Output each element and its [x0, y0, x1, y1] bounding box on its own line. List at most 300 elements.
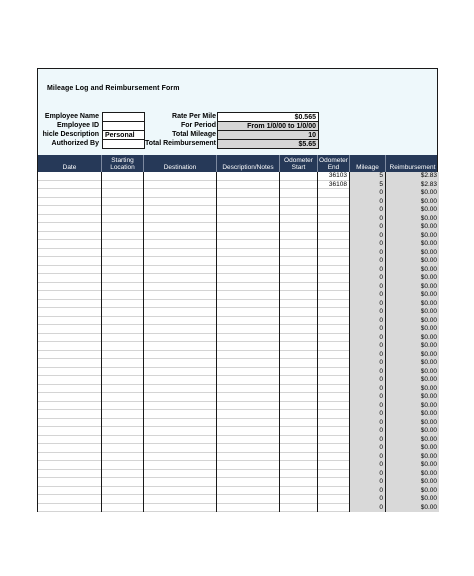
cell-description[interactable]: [217, 240, 280, 249]
cell-reimbursement[interactable]: $0.00: [386, 444, 439, 453]
cell-mileage[interactable]: 0: [350, 478, 386, 487]
cell-description[interactable]: [217, 291, 280, 300]
cell-odometer-start[interactable]: [280, 266, 318, 275]
cell-mileage[interactable]: 0: [350, 189, 386, 198]
cell-odometer-start[interactable]: [280, 487, 318, 496]
cell-description[interactable]: [217, 266, 280, 275]
cell-reimbursement[interactable]: $0.00: [386, 376, 439, 385]
col-reimbursement-header[interactable]: Reimbursement: [389, 164, 436, 171]
cell-odometer-end[interactable]: [318, 215, 350, 224]
cell-odometer-start[interactable]: [280, 419, 318, 428]
cell-reimbursement[interactable]: $0.00: [386, 223, 439, 232]
cell-reimbursement[interactable]: $0.00: [386, 317, 439, 326]
cell-destination[interactable]: [144, 410, 217, 419]
cell-odometer-end[interactable]: [318, 317, 350, 326]
cell-description[interactable]: [217, 274, 280, 283]
cell-reimbursement[interactable]: $0.00: [386, 351, 439, 360]
cell-destination[interactable]: [144, 487, 217, 496]
cell-destination[interactable]: [144, 198, 217, 207]
cell-reimbursement[interactable]: $0.00: [386, 495, 439, 504]
cell-mileage[interactable]: 0: [350, 291, 386, 300]
cell-description[interactable]: [217, 461, 280, 470]
cell-description[interactable]: [217, 359, 280, 368]
cell-description[interactable]: [217, 410, 280, 419]
cell-starting-location[interactable]: [102, 436, 144, 445]
cell-mileage[interactable]: 0: [350, 206, 386, 215]
cell-date[interactable]: [38, 257, 102, 266]
cell-description[interactable]: [217, 351, 280, 360]
cell-destination[interactable]: [144, 181, 217, 190]
cell-odometer-end[interactable]: [318, 461, 350, 470]
cell-mileage[interactable]: 0: [350, 274, 386, 283]
cell-destination[interactable]: [144, 444, 217, 453]
cell-mileage[interactable]: 0: [350, 436, 386, 445]
cell-odometer-start[interactable]: [280, 317, 318, 326]
cell-reimbursement[interactable]: $2.83: [386, 181, 439, 190]
cell-date[interactable]: [38, 359, 102, 368]
cell-reimbursement[interactable]: $0.00: [386, 393, 439, 402]
cell-destination[interactable]: [144, 223, 217, 232]
cell-description[interactable]: [217, 427, 280, 436]
cell-odometer-start[interactable]: [280, 240, 318, 249]
cell-mileage[interactable]: 0: [350, 215, 386, 224]
cell-date[interactable]: [38, 351, 102, 360]
cell-odometer-start[interactable]: [280, 172, 318, 181]
cell-destination[interactable]: [144, 249, 217, 258]
cell-mileage[interactable]: 0: [350, 359, 386, 368]
cell-date[interactable]: [38, 334, 102, 343]
cell-odometer-end[interactable]: [318, 300, 350, 309]
cell-date[interactable]: [38, 198, 102, 207]
cell-odometer-end[interactable]: [318, 427, 350, 436]
cell-description[interactable]: [217, 257, 280, 266]
cell-starting-location[interactable]: [102, 249, 144, 258]
cell-odometer-start[interactable]: [280, 291, 318, 300]
cell-odometer-start[interactable]: [280, 215, 318, 224]
cell-date[interactable]: [38, 495, 102, 504]
col-date-header[interactable]: Date: [38, 155, 102, 172]
cell-starting-location[interactable]: [102, 257, 144, 266]
cell-date[interactable]: [38, 419, 102, 428]
cell-starting-location[interactable]: [102, 342, 144, 351]
cell-date[interactable]: [38, 223, 102, 232]
cell-starting-location[interactable]: [102, 495, 144, 504]
cell-date[interactable]: [38, 181, 102, 190]
cell-description[interactable]: [217, 495, 280, 504]
cell-destination[interactable]: [144, 478, 217, 487]
cell-destination[interactable]: [144, 427, 217, 436]
vehicle-description-field[interactable]: Personal: [102, 130, 145, 140]
cell-starting-location[interactable]: [102, 232, 144, 241]
cell-mileage[interactable]: 0: [350, 504, 386, 513]
cell-destination[interactable]: [144, 291, 217, 300]
cell-destination[interactable]: [144, 240, 217, 249]
cell-mileage[interactable]: 0: [350, 453, 386, 462]
cell-odometer-end[interactable]: [318, 410, 350, 419]
cell-odometer-start[interactable]: [280, 325, 318, 334]
cell-mileage[interactable]: 0: [350, 368, 386, 377]
cell-date[interactable]: [38, 215, 102, 224]
cell-description[interactable]: [217, 206, 280, 215]
cell-odometer-end[interactable]: [318, 291, 350, 300]
cell-reimbursement[interactable]: $0.00: [386, 359, 439, 368]
col-odometer-start-header[interactable]: Odometer Start: [280, 155, 318, 172]
cell-reimbursement[interactable]: $0.00: [386, 461, 439, 470]
cell-destination[interactable]: [144, 215, 217, 224]
cell-date[interactable]: [38, 436, 102, 445]
cell-odometer-start[interactable]: [280, 334, 318, 343]
cell-starting-location[interactable]: [102, 300, 144, 309]
cell-date[interactable]: [38, 308, 102, 317]
cell-odometer-start[interactable]: [280, 444, 318, 453]
cell-destination[interactable]: [144, 342, 217, 351]
cell-description[interactable]: [217, 419, 280, 428]
cell-starting-location[interactable]: [102, 470, 144, 479]
cell-reimbursement[interactable]: $0.00: [386, 478, 439, 487]
rate-per-mile-field[interactable]: $0.565: [217, 112, 319, 122]
cell-description[interactable]: [217, 393, 280, 402]
cell-odometer-start[interactable]: [280, 198, 318, 207]
cell-odometer-start[interactable]: [280, 249, 318, 258]
cell-reimbursement[interactable]: $0.00: [386, 470, 439, 479]
col-description-header[interactable]: Description/Notes: [217, 155, 280, 172]
cell-odometer-start[interactable]: [280, 376, 318, 385]
cell-date[interactable]: [38, 342, 102, 351]
cell-odometer-end[interactable]: [318, 495, 350, 504]
cell-date[interactable]: [38, 470, 102, 479]
cell-odometer-end[interactable]: [318, 351, 350, 360]
cell-date[interactable]: [38, 274, 102, 283]
cell-odometer-start[interactable]: [280, 232, 318, 241]
cell-reimbursement[interactable]: $0.00: [386, 266, 439, 275]
cell-reimbursement[interactable]: $0.00: [386, 300, 439, 309]
authorized-by-field[interactable]: [102, 139, 145, 149]
cell-odometer-start[interactable]: [280, 257, 318, 266]
cell-date[interactable]: [38, 232, 102, 241]
cell-description[interactable]: [217, 317, 280, 326]
cell-date[interactable]: [38, 504, 102, 513]
cell-destination[interactable]: [144, 385, 217, 394]
cell-odometer-end[interactable]: [318, 283, 350, 292]
cell-reimbursement[interactable]: $0.00: [386, 291, 439, 300]
cell-description[interactable]: [217, 453, 280, 462]
cell-mileage[interactable]: 0: [350, 240, 386, 249]
cell-description[interactable]: [217, 478, 280, 487]
cell-description[interactable]: [217, 334, 280, 343]
cell-reimbursement[interactable]: $0.00: [386, 436, 439, 445]
cell-starting-location[interactable]: [102, 291, 144, 300]
cell-date[interactable]: [38, 291, 102, 300]
cell-starting-location[interactable]: [102, 461, 144, 470]
cell-odometer-end[interactable]: [318, 504, 350, 513]
cell-starting-location[interactable]: [102, 266, 144, 275]
cell-description[interactable]: [217, 300, 280, 309]
cell-starting-location[interactable]: [102, 453, 144, 462]
col-mileage-header[interactable]: Mileage: [350, 155, 386, 172]
cell-destination[interactable]: [144, 317, 217, 326]
cell-reimbursement[interactable]: $0.00: [386, 274, 439, 283]
cell-reimbursement[interactable]: $0.00: [386, 368, 439, 377]
col-destination-header[interactable]: Destination: [144, 155, 217, 172]
cell-reimbursement[interactable]: $0.00: [386, 257, 439, 266]
cell-description[interactable]: [217, 215, 280, 224]
cell-starting-location[interactable]: [102, 172, 144, 181]
cell-odometer-start[interactable]: [280, 189, 318, 198]
cell-mileage[interactable]: 0: [350, 325, 386, 334]
cell-odometer-start[interactable]: [280, 410, 318, 419]
cell-starting-location[interactable]: [102, 402, 144, 411]
cell-mileage[interactable]: 0: [350, 249, 386, 258]
cell-starting-location[interactable]: [102, 393, 144, 402]
cell-description[interactable]: [217, 402, 280, 411]
cell-description[interactable]: [217, 283, 280, 292]
cell-odometer-end[interactable]: [318, 376, 350, 385]
cell-reimbursement[interactable]: $0.00: [386, 189, 439, 198]
cell-mileage[interactable]: 0: [350, 376, 386, 385]
cell-reimbursement[interactable]: $0.00: [386, 206, 439, 215]
col-odometer-end-header[interactable]: Odometer End: [318, 155, 350, 172]
cell-destination[interactable]: [144, 376, 217, 385]
cell-mileage[interactable]: 0: [350, 461, 386, 470]
cell-odometer-end[interactable]: [318, 334, 350, 343]
cell-odometer-end[interactable]: [318, 342, 350, 351]
cell-odometer-end[interactable]: [318, 393, 350, 402]
cell-starting-location[interactable]: [102, 376, 144, 385]
cell-odometer-end[interactable]: [318, 436, 350, 445]
cell-reimbursement[interactable]: $0.00: [386, 453, 439, 462]
cell-odometer-end[interactable]: 36103: [318, 172, 350, 181]
cell-odometer-end[interactable]: [318, 223, 350, 232]
cell-date[interactable]: [38, 240, 102, 249]
cell-destination[interactable]: [144, 300, 217, 309]
cell-date[interactable]: [38, 189, 102, 198]
cell-starting-location[interactable]: [102, 206, 144, 215]
cell-reimbursement[interactable]: $0.00: [386, 427, 439, 436]
cell-date[interactable]: [38, 487, 102, 496]
cell-date[interactable]: [38, 300, 102, 309]
cell-reimbursement[interactable]: $0.00: [386, 215, 439, 224]
cell-date[interactable]: [38, 478, 102, 487]
cell-odometer-start[interactable]: [280, 359, 318, 368]
cell-odometer-start[interactable]: [280, 470, 318, 479]
cell-reimbursement[interactable]: $0.00: [386, 419, 439, 428]
cell-reimbursement[interactable]: $0.00: [386, 325, 439, 334]
cell-starting-location[interactable]: [102, 334, 144, 343]
cell-odometer-start[interactable]: [280, 181, 318, 190]
cell-mileage[interactable]: 0: [350, 427, 386, 436]
cell-description[interactable]: [217, 189, 280, 198]
cell-starting-location[interactable]: [102, 419, 144, 428]
cell-starting-location[interactable]: [102, 274, 144, 283]
cell-destination[interactable]: [144, 257, 217, 266]
cell-reimbursement[interactable]: $0.00: [386, 308, 439, 317]
cell-destination[interactable]: [144, 359, 217, 368]
cell-odometer-start[interactable]: [280, 300, 318, 309]
cell-destination[interactable]: [144, 283, 217, 292]
cell-odometer-start[interactable]: [280, 206, 318, 215]
cell-starting-location[interactable]: [102, 223, 144, 232]
cell-starting-location[interactable]: [102, 410, 144, 419]
cell-odometer-start[interactable]: [280, 393, 318, 402]
cell-mileage[interactable]: 0: [350, 266, 386, 275]
cell-odometer-end[interactable]: [318, 419, 350, 428]
cell-description[interactable]: [217, 181, 280, 190]
cell-odometer-end[interactable]: 36108: [318, 181, 350, 190]
cell-odometer-end[interactable]: [318, 266, 350, 275]
cell-odometer-end[interactable]: [318, 232, 350, 241]
cell-odometer-end[interactable]: [318, 402, 350, 411]
cell-date[interactable]: [38, 393, 102, 402]
cell-description[interactable]: [217, 308, 280, 317]
cell-description[interactable]: [217, 504, 280, 513]
cell-mileage[interactable]: 0: [350, 419, 386, 428]
cell-date[interactable]: [38, 172, 102, 181]
cell-mileage[interactable]: 0: [350, 342, 386, 351]
cell-odometer-end[interactable]: [318, 368, 350, 377]
cell-date[interactable]: [38, 368, 102, 377]
cell-date[interactable]: [38, 410, 102, 419]
cell-destination[interactable]: [144, 308, 217, 317]
cell-odometer-start[interactable]: [280, 436, 318, 445]
cell-odometer-end[interactable]: [318, 385, 350, 394]
cell-reimbursement[interactable]: $0.00: [386, 402, 439, 411]
cell-mileage[interactable]: 5: [350, 172, 386, 181]
cell-description[interactable]: [217, 342, 280, 351]
cell-destination[interactable]: [144, 461, 217, 470]
cell-mileage[interactable]: 0: [350, 402, 386, 411]
cell-destination[interactable]: [144, 453, 217, 462]
cell-starting-location[interactable]: [102, 325, 144, 334]
cell-reimbursement[interactable]: $0.00: [386, 410, 439, 419]
cell-starting-location[interactable]: [102, 359, 144, 368]
cell-description[interactable]: [217, 198, 280, 207]
cell-odometer-start[interactable]: [280, 283, 318, 292]
cell-description[interactable]: [217, 172, 280, 181]
cell-destination[interactable]: [144, 172, 217, 181]
cell-mileage[interactable]: 0: [350, 232, 386, 241]
cell-reimbursement[interactable]: $0.00: [386, 232, 439, 241]
cell-destination[interactable]: [144, 206, 217, 215]
cell-destination[interactable]: [144, 351, 217, 360]
cell-destination[interactable]: [144, 402, 217, 411]
cell-description[interactable]: [217, 487, 280, 496]
cell-odometer-end[interactable]: [318, 470, 350, 479]
cell-date[interactable]: [38, 249, 102, 258]
cell-starting-location[interactable]: [102, 351, 144, 360]
cell-destination[interactable]: [144, 232, 217, 241]
cell-starting-location[interactable]: [102, 444, 144, 453]
cell-odometer-end[interactable]: [318, 257, 350, 266]
cell-mileage[interactable]: 0: [350, 257, 386, 266]
cell-description[interactable]: [217, 385, 280, 394]
cell-starting-location[interactable]: [102, 198, 144, 207]
cell-odometer-start[interactable]: [280, 351, 318, 360]
cell-starting-location[interactable]: [102, 283, 144, 292]
cell-destination[interactable]: [144, 393, 217, 402]
cell-destination[interactable]: [144, 504, 217, 513]
cell-starting-location[interactable]: [102, 478, 144, 487]
cell-odometer-start[interactable]: [280, 223, 318, 232]
cell-odometer-start[interactable]: [280, 402, 318, 411]
col-starting-location-header[interactable]: Starting Location: [102, 155, 144, 172]
cell-starting-location[interactable]: [102, 189, 144, 198]
cell-starting-location[interactable]: [102, 487, 144, 496]
cell-mileage[interactable]: 0: [350, 308, 386, 317]
cell-mileage[interactable]: 0: [350, 300, 386, 309]
cell-destination[interactable]: [144, 325, 217, 334]
cell-description[interactable]: [217, 223, 280, 232]
cell-mileage[interactable]: 0: [350, 495, 386, 504]
cell-mileage[interactable]: 0: [350, 487, 386, 496]
cell-reimbursement[interactable]: $0.00: [386, 487, 439, 496]
cell-starting-location[interactable]: [102, 385, 144, 394]
cell-odometer-end[interactable]: [318, 359, 350, 368]
cell-odometer-end[interactable]: [318, 444, 350, 453]
cell-date[interactable]: [38, 385, 102, 394]
cell-destination[interactable]: [144, 436, 217, 445]
cell-date[interactable]: [38, 376, 102, 385]
cell-reimbursement[interactable]: $0.00: [386, 198, 439, 207]
cell-date[interactable]: [38, 444, 102, 453]
cell-description[interactable]: [217, 470, 280, 479]
cell-odometer-end[interactable]: [318, 325, 350, 334]
cell-date[interactable]: [38, 325, 102, 334]
cell-date[interactable]: [38, 317, 102, 326]
cell-odometer-start[interactable]: [280, 504, 318, 513]
cell-odometer-start[interactable]: [280, 342, 318, 351]
cell-mileage[interactable]: 0: [350, 385, 386, 394]
cell-reimbursement[interactable]: $0.00: [386, 342, 439, 351]
cell-reimbursement[interactable]: $0.00: [386, 334, 439, 343]
cell-mileage[interactable]: 0: [350, 283, 386, 292]
cell-mileage[interactable]: 5: [350, 181, 386, 190]
cell-starting-location[interactable]: [102, 181, 144, 190]
cell-description[interactable]: [217, 368, 280, 377]
cell-odometer-end[interactable]: [318, 487, 350, 496]
cell-odometer-end[interactable]: [318, 249, 350, 258]
cell-odometer-end[interactable]: [318, 453, 350, 462]
cell-destination[interactable]: [144, 334, 217, 343]
cell-destination[interactable]: [144, 495, 217, 504]
cell-destination[interactable]: [144, 274, 217, 283]
cell-mileage[interactable]: 0: [350, 393, 386, 402]
cell-mileage[interactable]: 0: [350, 198, 386, 207]
cell-starting-location[interactable]: [102, 308, 144, 317]
cell-destination[interactable]: [144, 368, 217, 377]
cell-description[interactable]: [217, 436, 280, 445]
cell-starting-location[interactable]: [102, 504, 144, 513]
cell-reimbursement[interactable]: $0.00: [386, 283, 439, 292]
cell-description[interactable]: [217, 325, 280, 334]
cell-date[interactable]: [38, 427, 102, 436]
cell-odometer-start[interactable]: [280, 308, 318, 317]
cell-description[interactable]: [217, 232, 280, 241]
cell-reimbursement[interactable]: $0.00: [386, 385, 439, 394]
cell-odometer-start[interactable]: [280, 461, 318, 470]
cell-date[interactable]: [38, 402, 102, 411]
cell-reimbursement[interactable]: $0.00: [386, 504, 439, 513]
cell-destination[interactable]: [144, 266, 217, 275]
cell-starting-location[interactable]: [102, 215, 144, 224]
cell-odometer-end[interactable]: [318, 240, 350, 249]
cell-starting-location[interactable]: [102, 317, 144, 326]
cell-starting-location[interactable]: [102, 427, 144, 436]
cell-description[interactable]: [217, 376, 280, 385]
cell-date[interactable]: [38, 453, 102, 462]
cell-odometer-end[interactable]: [318, 478, 350, 487]
cell-date[interactable]: [38, 206, 102, 215]
cell-date[interactable]: [38, 461, 102, 470]
